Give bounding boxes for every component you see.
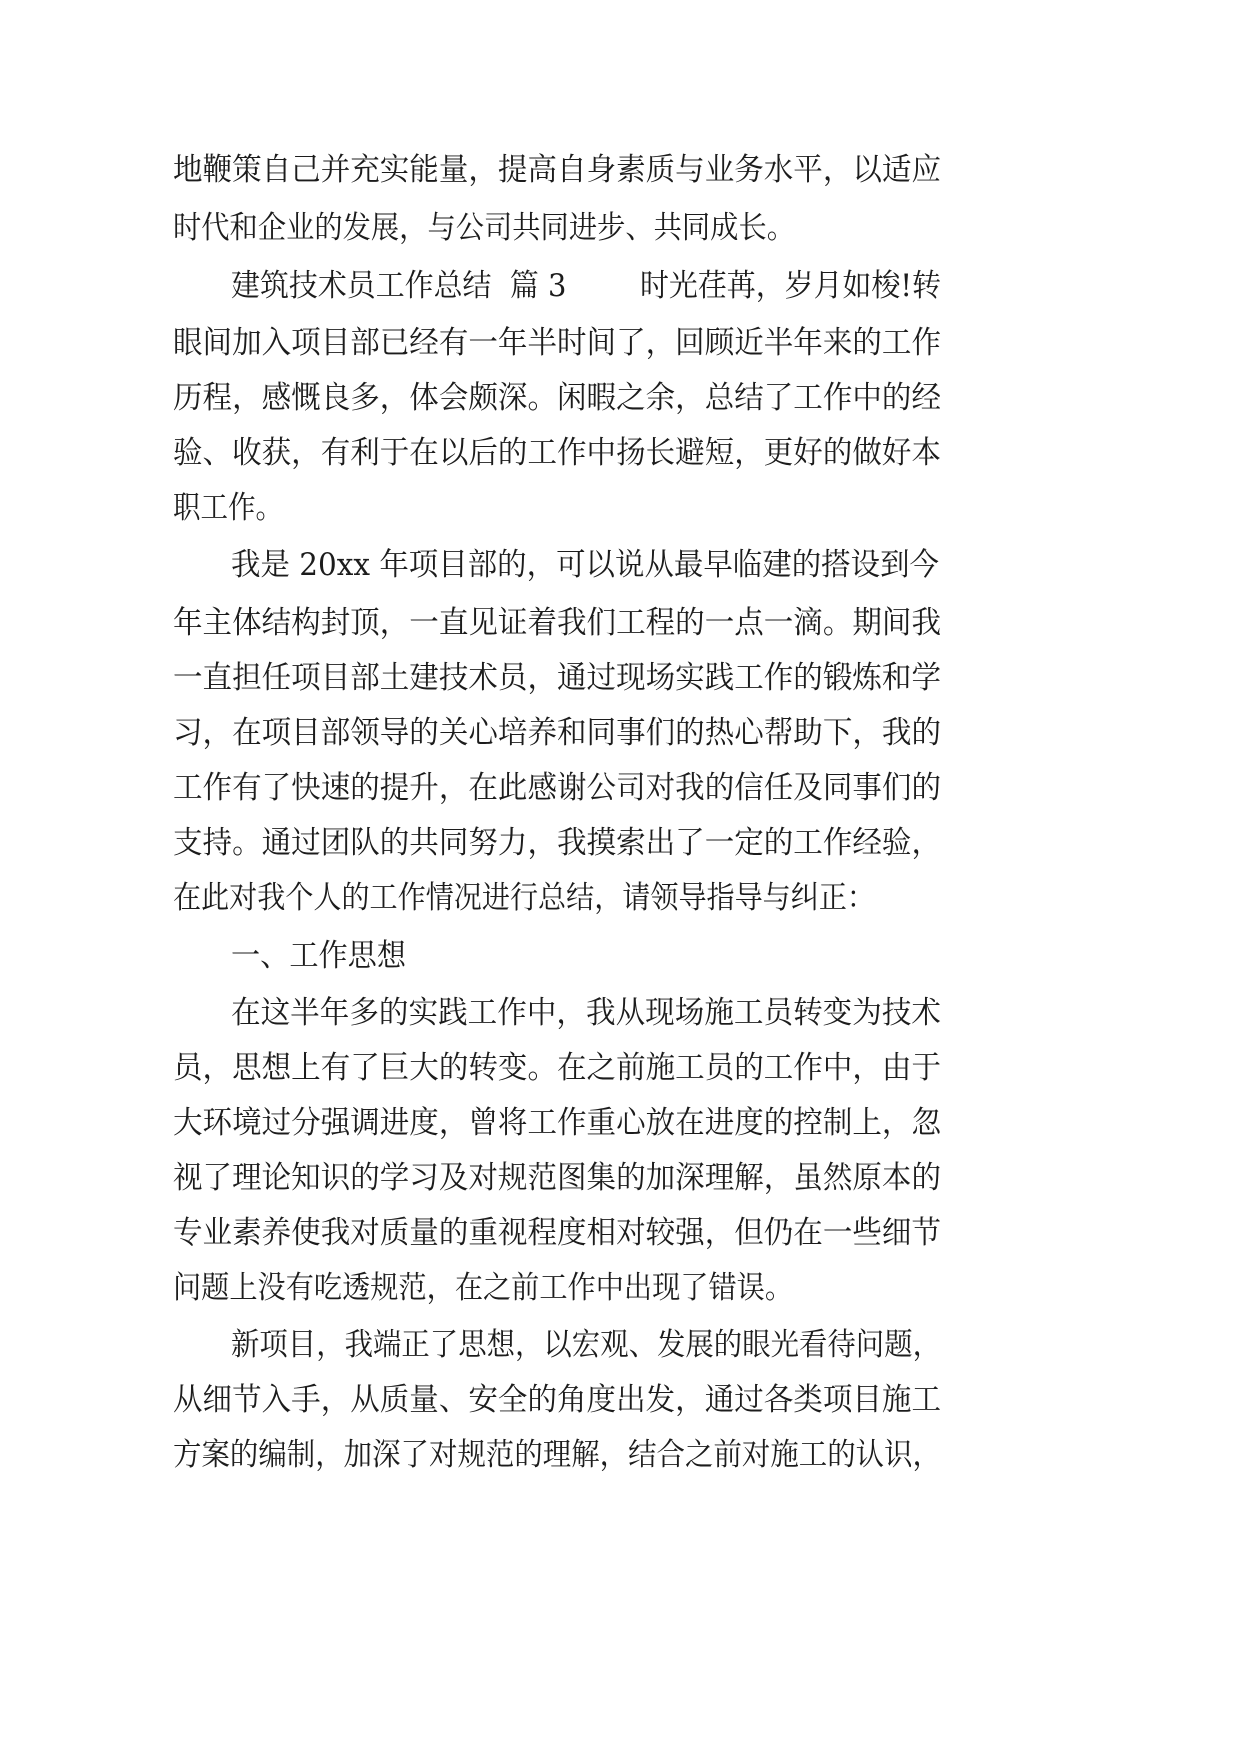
text-line xyxy=(173,1213,979,1253)
text-line xyxy=(173,658,979,698)
line-text: 新项目，我端正了思想，以宏观、发展的眼光看待问题， xyxy=(231,1327,941,1363)
text-line xyxy=(173,1268,855,1308)
text-line xyxy=(173,208,855,248)
line-text: 建筑技术员工作总结 篇 3 时光荏苒，岁月如梭!转 xyxy=(231,268,941,304)
text-line xyxy=(173,378,979,418)
line-text: 问题上没有吃透规范，在之前工作中出现了错误。 xyxy=(173,1270,793,1306)
line-text: 大环境过分强调进度，曾将工作重心放在进度的控制上，忽 xyxy=(173,1105,941,1141)
text-line xyxy=(231,545,976,585)
text-line xyxy=(173,1380,979,1420)
line-text: 专业素养使我对质量的重视程度相对较强，但仍在一些细节 xyxy=(173,1215,941,1251)
text-line xyxy=(231,993,975,1033)
text-line xyxy=(173,1435,1010,1475)
text-line xyxy=(173,433,979,473)
text-line xyxy=(173,1103,979,1143)
line-text: 工作有了快速的提升，在此感谢公司对我的信任及同事们的 xyxy=(173,770,941,806)
line-text: 历程，感慨良多，体会颇深。闲暇之余，总结了工作中的经 xyxy=(173,380,941,416)
line-text: 在这半年多的实践工作中，我从现场施工员转变为技术 xyxy=(231,995,941,1031)
text-line xyxy=(173,823,979,863)
text-line xyxy=(231,266,992,306)
section-heading-text: 一、工作思想 xyxy=(231,938,406,974)
line-text: 时代和企业的发展，与公司共同进步、共同成长。 xyxy=(173,210,795,246)
line-text: 支持。通过团队的共同努力，我摸索出了一定的工作经验， xyxy=(173,825,941,861)
line-text: 职工作。 xyxy=(173,490,283,526)
line-text: 方案的编制，加深了对规范的理解，结合之前对施工的认识， xyxy=(173,1437,941,1473)
text-line xyxy=(173,1158,979,1198)
text-line xyxy=(173,713,979,753)
line-text: 年主体结构封顶，一直见证着我们工程的一点一滴。期间我 xyxy=(173,605,941,641)
line-text: 员，思想上有了巨大的转变。在之前施工员的工作中，由于 xyxy=(173,1050,941,1086)
text-line xyxy=(173,768,979,808)
text-line xyxy=(173,878,948,918)
line-text: 验、收获，有利于在以后的工作中扬长避短，更好的做好本 xyxy=(173,435,941,471)
line-text: 从细节入手，从质量、安全的角度出发，通过各类项目施工 xyxy=(173,1382,941,1418)
text-line xyxy=(173,488,297,528)
line-text: 眼间加入项目部已经有一年半时间了，回顾近半年来的工作 xyxy=(173,325,941,361)
line-text: 在此对我个人的工作情况进行总结，请领导指导与纠正： xyxy=(173,880,875,916)
text-line xyxy=(173,323,979,363)
line-text: 习，在项目部领导的关心培养和同事们的热心帮助下，我的 xyxy=(173,715,941,751)
line-text: 我是 20xx 年项目部的，可以说从最早临建的搭设到今 xyxy=(231,547,939,583)
text-line xyxy=(231,1325,1006,1365)
text-line xyxy=(173,1048,979,1088)
text-line xyxy=(173,603,979,643)
text-line xyxy=(173,150,979,190)
section-heading xyxy=(231,936,417,976)
line-text: 一直担任项目部土建技术员，通过现场实践工作的锻炼和学 xyxy=(173,660,941,696)
line-text: 地鞭策自己并充实能量，提高自身素质与业务水平，以适应 xyxy=(173,152,941,188)
line-text: 视了理论知识的学习及对规范图集的加深理解，虽然原本的 xyxy=(173,1160,941,1196)
